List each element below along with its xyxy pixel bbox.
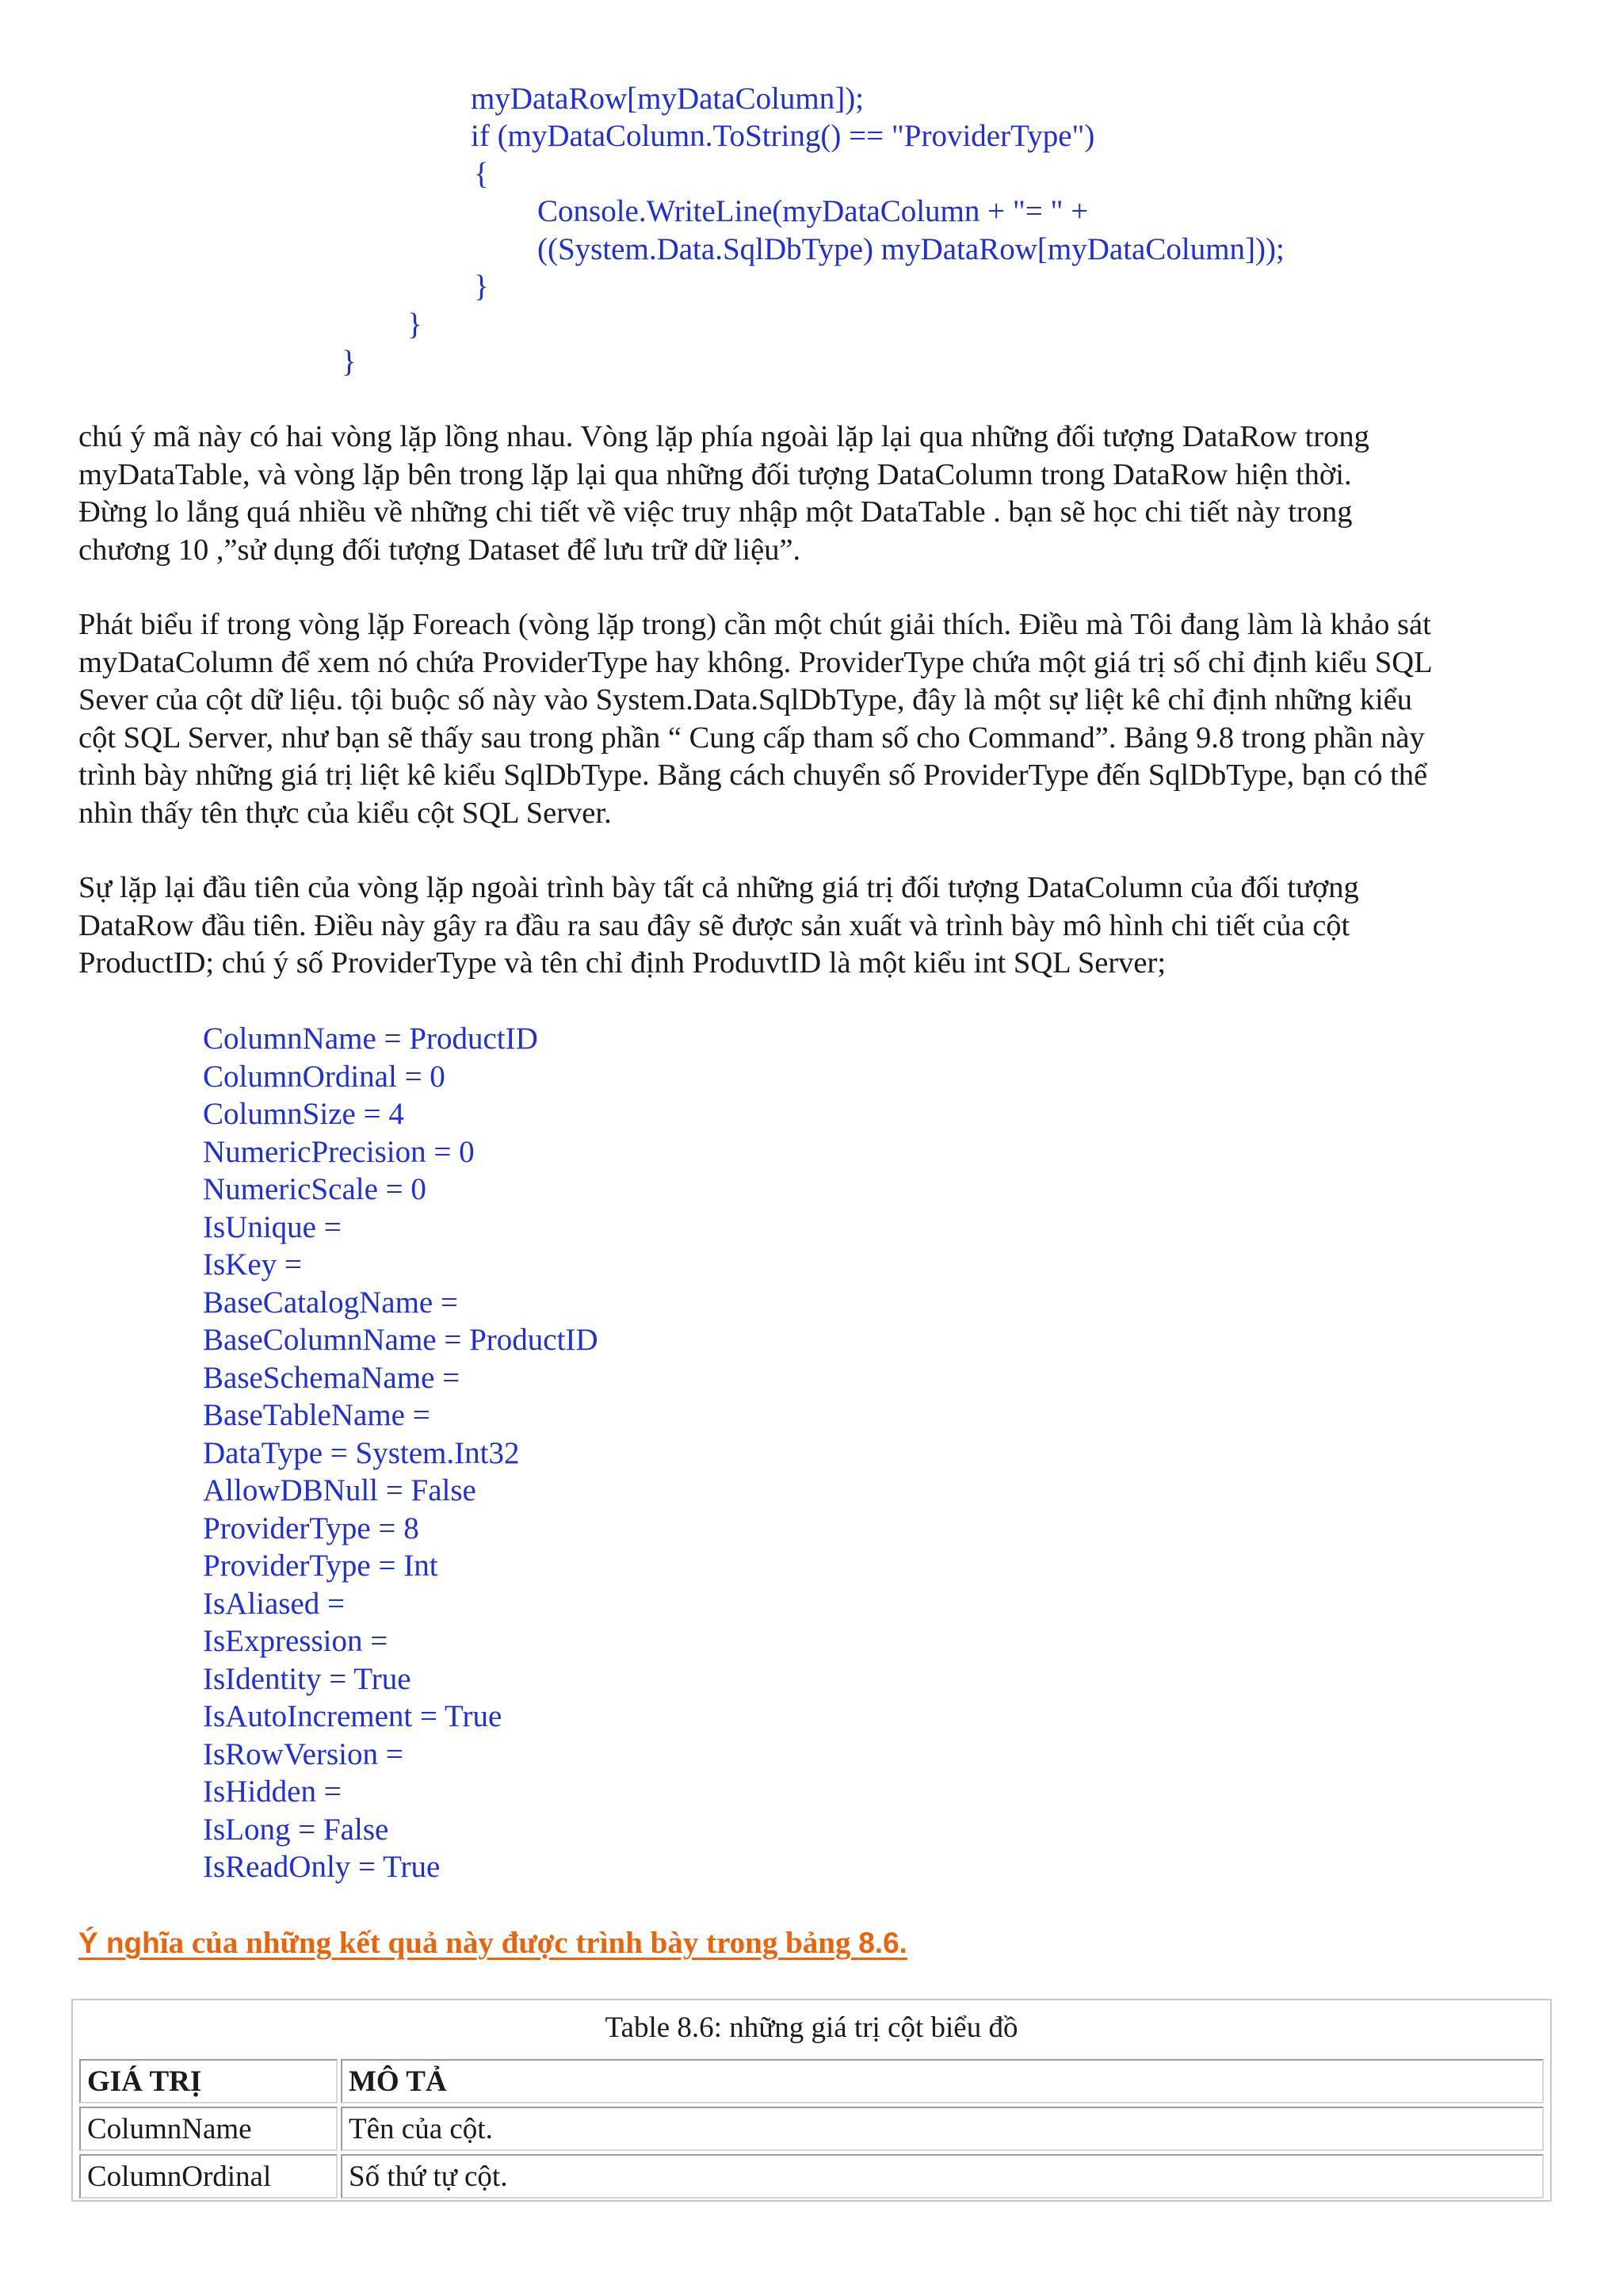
paragraph-first-iteration	[78, 869, 1552, 983]
code-line: }	[474, 269, 489, 304]
heading-text: ĩa của những kết quả này được trình bày trong bảng	[159, 1926, 859, 1960]
code-line: myDataRow[myDataColumn]);	[471, 82, 865, 116]
output-line: NumericScale = 0	[203, 1172, 426, 1206]
output-line: BaseSchemaName =	[203, 1360, 460, 1395]
code-line: }	[407, 308, 422, 342]
output-line: BaseColumnName = ProductID	[203, 1323, 598, 1357]
code-line: if (myDataColumn.ToString() == "ProviderType")	[471, 119, 1095, 153]
output-line: ProviderType = 8	[203, 1511, 419, 1545]
paragraph-line: myDataColumn để xem nó chứa ProviderType hay không. ProviderType chứa một giá trị số chỉ định kiểu SQL	[78, 645, 1433, 679]
output-line: IsKey =	[203, 1247, 302, 1282]
output-line: BaseTableName =	[203, 1398, 430, 1432]
paragraph-line: cột SQL Server, như bạn sẽ thấy sau trong phần “ Cung cấp tham số cho Command”. Bảng 9.8 trong phần này	[78, 720, 1425, 755]
output-line: AllowDBNull = False	[203, 1473, 476, 1507]
output-line: IsExpression =	[203, 1624, 388, 1658]
paragraph-line: chú ý mã này có hai vòng lặp lồng nhau. Vòng lặp phía ngoài lặp lại qua những đối tượng DataRow trong	[78, 420, 1369, 453]
output-line: ColumnSize = 4	[203, 1097, 404, 1131]
cell-description: Số thứ tự cột.	[341, 2154, 1544, 2199]
section-heading	[78, 1924, 907, 1962]
output-line: BaseCatalogName =	[203, 1285, 458, 1320]
output-listing	[203, 1020, 598, 1886]
paragraph-line: Phát biểu if trong vòng lặp Foreach (vòng lặp trong) cần một chút giải thích. Điều mà Tôi đang làm là khảo sát	[78, 608, 1431, 641]
output-line: IsUnique =	[203, 1209, 342, 1244]
table-header-row	[79, 2059, 1544, 2103]
output-line: IsReadOnly = True	[203, 1850, 441, 1884]
output-line: IsHidden =	[203, 1775, 342, 1809]
paragraph-line: DataRow đầu tiên. Điều này gây ra đầu ra sau đây sẽ được sản xuất và trình bày mô hình chi tiết của cột	[78, 908, 1350, 942]
code-line: ((System.Data.SqlDbType) myDataRow[myDataColumn]));	[537, 232, 1285, 266]
header-value: GIÁ TRỊ	[79, 2059, 338, 2103]
cell-value: ColumnOrdinal	[79, 2154, 338, 2199]
output-line: DataType = System.Int32	[203, 1435, 520, 1470]
output-line: NumericPrecision = 0	[203, 1134, 475, 1169]
table-row	[79, 2154, 1544, 2199]
code-line: Console.WriteLine(myDataColumn + "= " +	[537, 194, 1089, 228]
code-line: }	[342, 345, 357, 379]
output-line: IsAliased =	[203, 1586, 346, 1621]
output-line: ProviderType = Int	[203, 1549, 438, 1583]
cell-description: Tên của cột.	[341, 2107, 1544, 2151]
output-line: IsRowVersion =	[203, 1736, 403, 1771]
cell-value: ColumnName	[79, 2107, 338, 2151]
table-grid	[76, 2056, 1547, 2202]
paragraph-line: Sever của cột dữ liệu. tội buộc số này vào System.Data.SqlDbType, đây là một sự liệt kê chỉ định những kiểu	[78, 683, 1413, 716]
code-line: {	[474, 157, 489, 191]
output-line: IsAutoIncrement = True	[203, 1699, 502, 1733]
output-line: ColumnOrdinal = 0	[203, 1059, 445, 1094]
paragraph-line: myDataTable, và vòng lặp bên trong lặp lại qua những đối tượng DataColumn trong DataRow hiện thời.	[78, 457, 1352, 491]
heading-suffix: 8.6.	[858, 1927, 907, 1959]
header-description: MÔ TẢ	[341, 2059, 1544, 2103]
paragraph-line: chương 10 ,”sử dụng đối tượng Dataset để lưu trữ dữ liệu”.	[78, 533, 801, 567]
values-table	[71, 1999, 1552, 2202]
output-line: IsIdentity = True	[203, 1661, 411, 1696]
paragraph-line: Đừng lo lắng quá nhiều về những chi tiết về việc truy nhập một DataTable . bạn sẽ học chi tiết này trong	[78, 495, 1353, 529]
paragraph-line: nhìn thấy tên thực của kiểu cột SQL Server.	[78, 796, 612, 830]
table-row	[79, 2107, 1544, 2151]
output-line: ColumnName = ProductID	[203, 1022, 538, 1056]
output-line: IsLong = False	[203, 1812, 389, 1847]
heading-prefix: Ý ngh	[78, 1927, 160, 1959]
paragraph-line: Sự lặp lại đầu tiên của vòng lặp ngoài trình bày tất cả những giá trị đối tượng DataColumn của đối tượng	[78, 871, 1359, 904]
paragraph-line: trình bày những giá trị liệt kê kiểu SqlDbType. Bằng cách chuyển số ProviderType đến SqlDbType, bạn có thể	[78, 758, 1428, 792]
paragraph-nested-loops	[78, 418, 1552, 569]
paragraph-line: ProductID; chú ý số ProviderType và tên chỉ định ProduvtID là một kiểu int SQL Server;	[78, 946, 1167, 980]
paragraph-if-statement	[78, 606, 1552, 832]
table-caption: Table 8.6: những giá trị cột biểu đồ	[605, 2011, 1018, 2044]
